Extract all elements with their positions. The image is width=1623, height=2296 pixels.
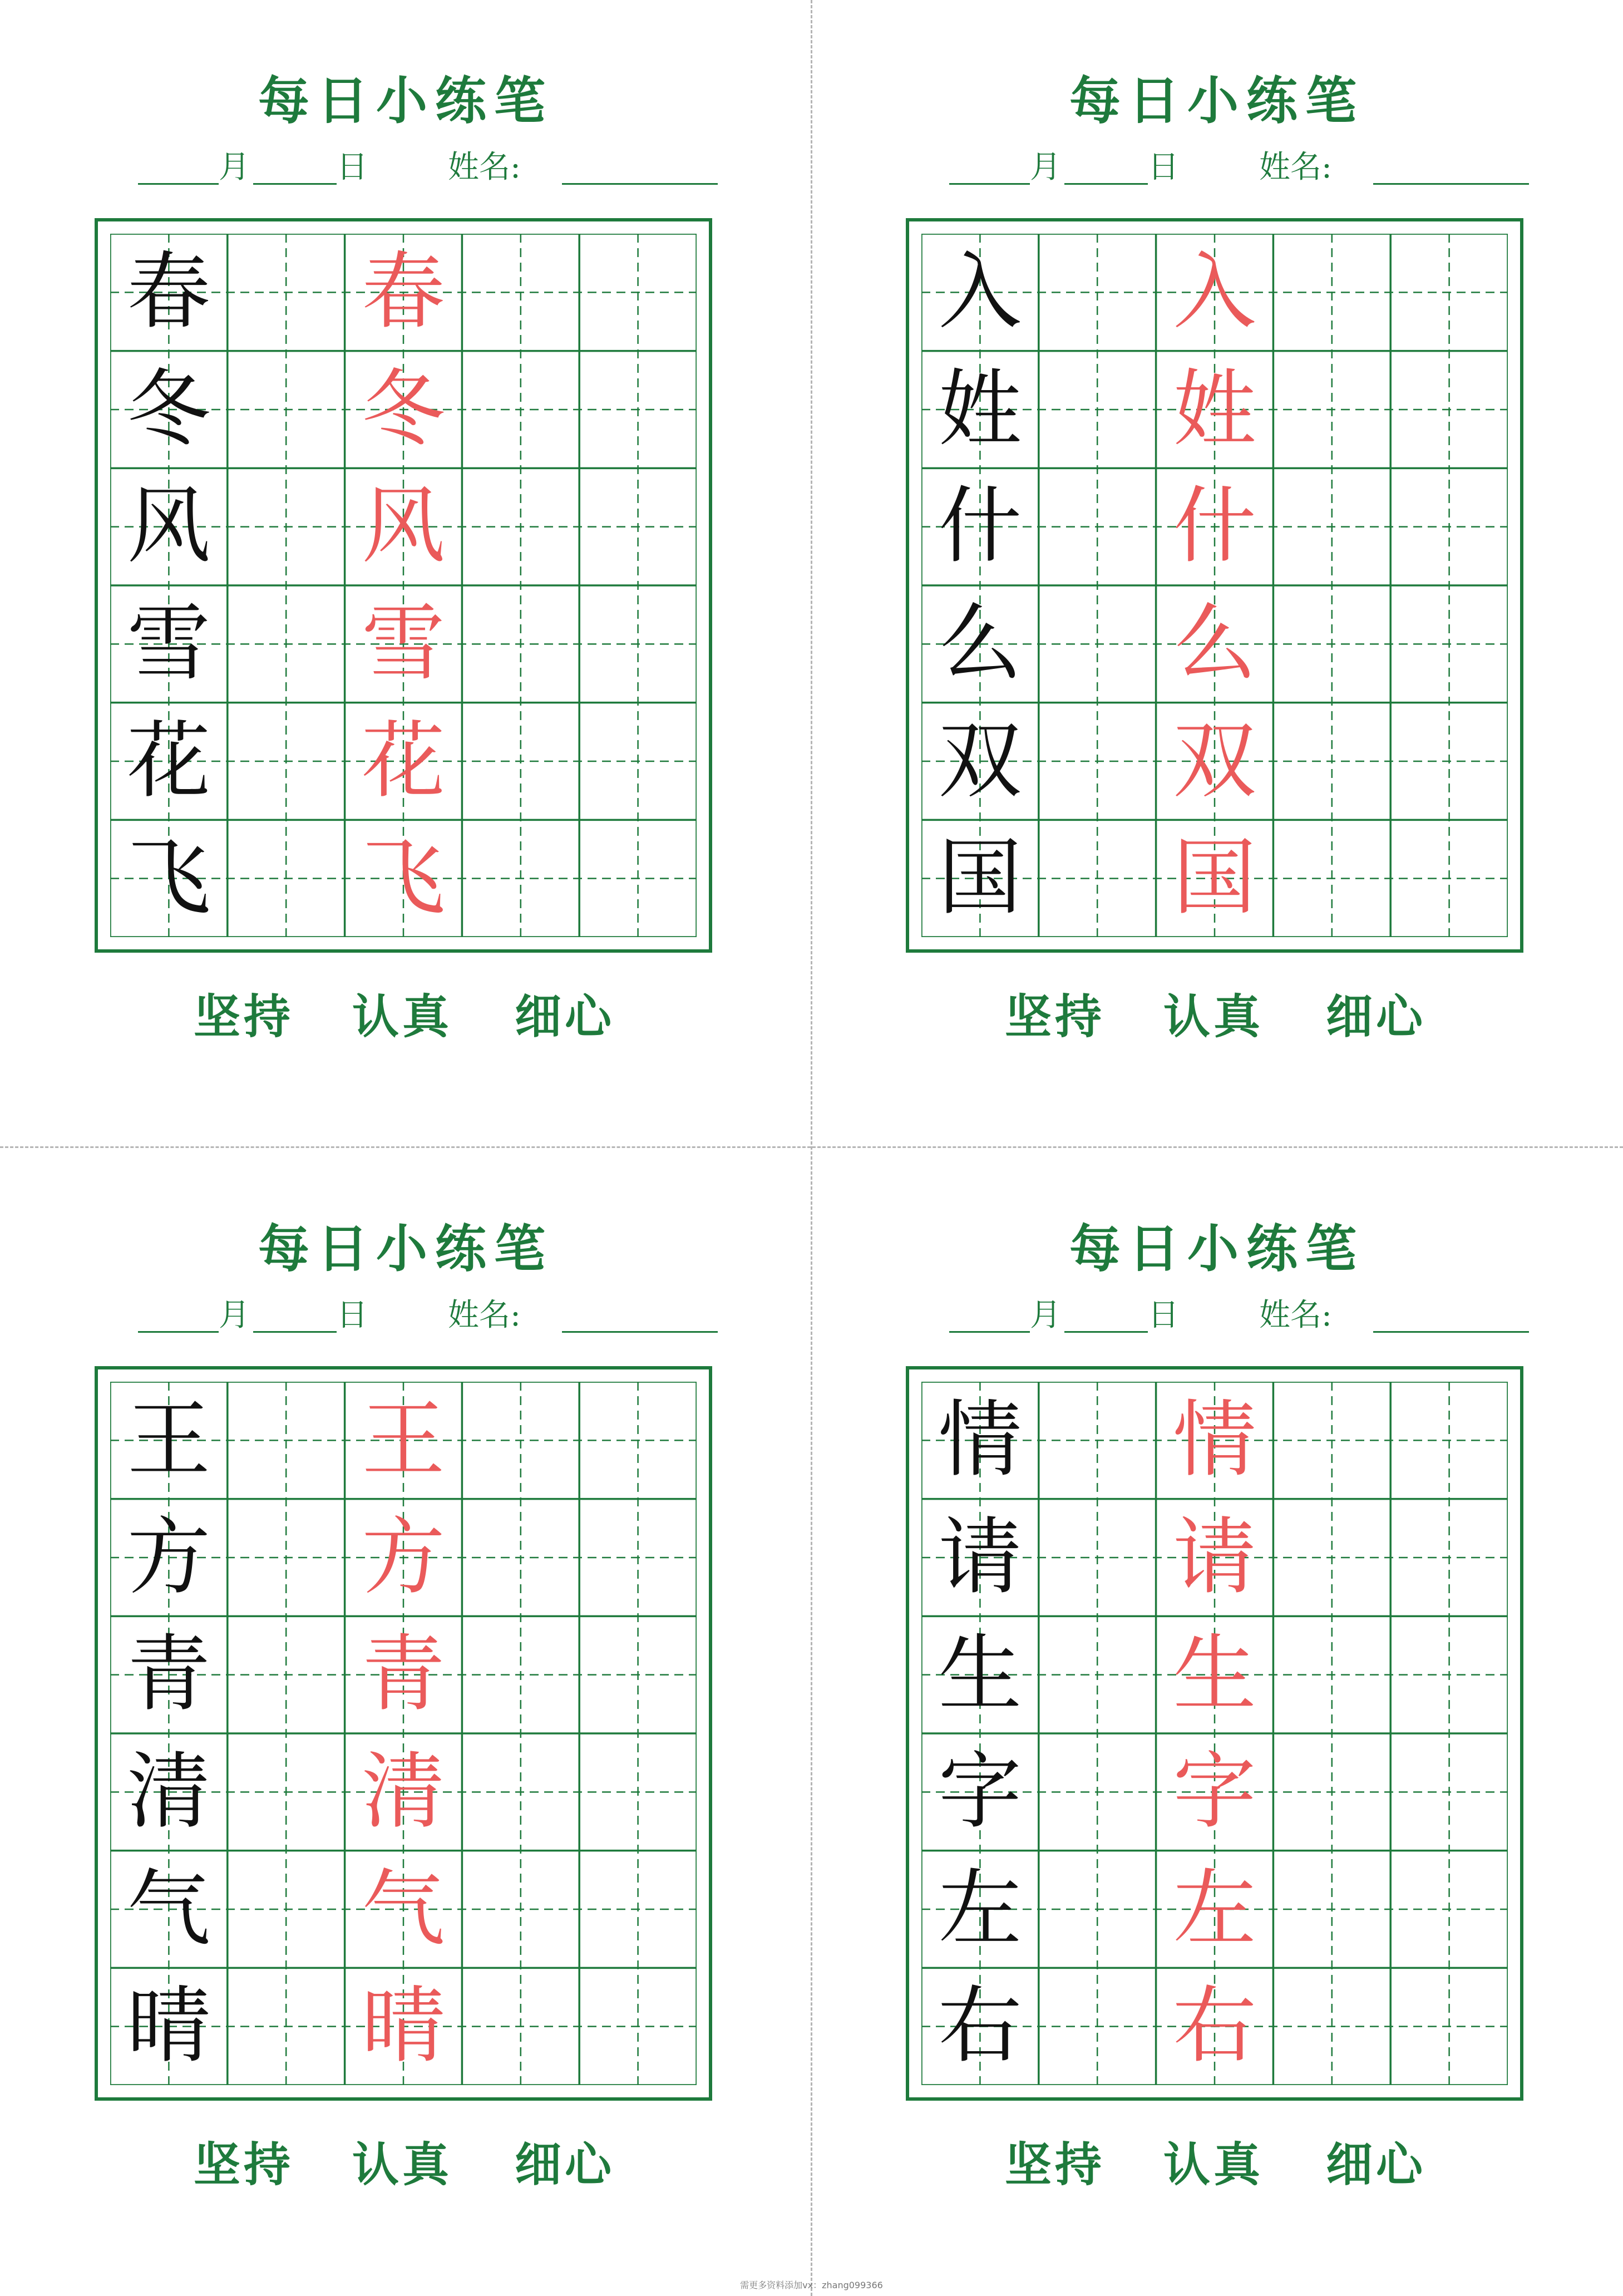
name-blank[interactable] xyxy=(1373,183,1529,185)
model-character: 风 xyxy=(127,478,211,575)
month-blank[interactable] xyxy=(138,1331,219,1333)
motto-attentive: 细心 xyxy=(1326,989,1427,1044)
day-blank[interactable] xyxy=(1064,183,1148,185)
practice-card xyxy=(0,1148,811,2296)
month-blank[interactable] xyxy=(949,1331,1030,1333)
practice-card xyxy=(0,0,811,1148)
trace-character: 春 xyxy=(361,244,445,341)
model-character: 清 xyxy=(127,1743,211,1840)
model-character: 雪 xyxy=(127,595,211,692)
motto-attentive: 细心 xyxy=(515,2137,615,2192)
card-title: 每日小练笔 xyxy=(258,1219,553,1279)
trace-character: 右 xyxy=(1172,1978,1256,2075)
model-character: 气 xyxy=(127,1860,211,1958)
trace-character: 清 xyxy=(361,1743,445,1840)
trace-character: 气 xyxy=(361,1860,445,1958)
name-label: 姓名: xyxy=(1259,149,1332,185)
trace-character: 国 xyxy=(1172,830,1256,927)
card-title: 每日小练笔 xyxy=(1069,1219,1364,1279)
practice-card xyxy=(811,1148,1622,2296)
trace-character: 情 xyxy=(1172,1392,1256,1489)
card-title: 每日小练笔 xyxy=(1069,71,1364,131)
model-character: 左 xyxy=(938,1860,1022,1958)
trace-character: 生 xyxy=(1172,1626,1256,1723)
name-blank[interactable] xyxy=(1373,1331,1529,1333)
model-character: 方 xyxy=(127,1509,211,1606)
card-title: 每日小练笔 xyxy=(258,71,553,131)
practice-grid xyxy=(110,1382,697,2085)
trace-character: 飞 xyxy=(361,830,445,927)
motto-attentive: 细心 xyxy=(515,989,615,1044)
motto-careful: 认真 xyxy=(352,2137,453,2192)
trace-character: 字 xyxy=(1172,1743,1256,1840)
day-blank[interactable] xyxy=(253,1331,337,1333)
motto-persist: 坚持 xyxy=(194,989,294,1044)
trace-character: 王 xyxy=(361,1392,445,1489)
footer-note: 需更多资料添加vx：zhang099366 xyxy=(740,2280,883,2290)
trace-character: 雪 xyxy=(361,595,445,692)
date-name-line xyxy=(0,146,811,190)
motto-persist: 坚持 xyxy=(1005,2137,1106,2192)
day-label: 日 xyxy=(337,149,368,185)
model-character: 么 xyxy=(938,595,1022,692)
trace-character: 入 xyxy=(1172,244,1256,341)
month-blank[interactable] xyxy=(949,183,1030,185)
month-blank[interactable] xyxy=(138,183,219,185)
trace-character: 姓 xyxy=(1172,361,1256,458)
model-character: 飞 xyxy=(127,830,211,927)
trace-character: 么 xyxy=(1172,595,1256,692)
model-character: 请 xyxy=(938,1509,1022,1606)
model-character: 冬 xyxy=(127,361,211,458)
trace-character: 青 xyxy=(361,1626,445,1723)
trace-character: 风 xyxy=(361,478,445,575)
model-character: 青 xyxy=(127,1626,211,1723)
model-character: 什 xyxy=(938,478,1022,575)
trace-character: 双 xyxy=(1172,712,1256,810)
trace-character: 晴 xyxy=(361,1978,445,2075)
model-character: 双 xyxy=(938,712,1022,810)
model-character: 晴 xyxy=(127,1978,211,2075)
motto-persist: 坚持 xyxy=(1005,989,1106,1044)
motto-attentive: 细心 xyxy=(1326,2137,1427,2192)
month-label: 月 xyxy=(219,149,250,185)
model-character: 王 xyxy=(127,1392,211,1489)
motto-persist: 坚持 xyxy=(194,2137,294,2192)
trace-character: 冬 xyxy=(361,361,445,458)
model-character: 入 xyxy=(938,244,1022,341)
day-label: 日 xyxy=(1148,149,1179,185)
practice-grid xyxy=(921,234,1508,937)
model-character: 花 xyxy=(127,712,211,810)
name-label: 姓名: xyxy=(448,1297,521,1333)
model-character: 姓 xyxy=(938,361,1022,458)
date-name-line xyxy=(811,146,1622,190)
trace-character: 请 xyxy=(1172,1509,1256,1606)
model-character: 情 xyxy=(938,1392,1022,1489)
motto-careful: 认真 xyxy=(1163,989,1264,1044)
model-character: 右 xyxy=(938,1978,1022,2075)
day-label: 日 xyxy=(1148,1297,1179,1333)
model-character: 字 xyxy=(938,1743,1022,1840)
name-blank[interactable] xyxy=(562,1331,718,1333)
day-blank[interactable] xyxy=(253,183,337,185)
name-blank[interactable] xyxy=(562,183,718,185)
motto-careful: 认真 xyxy=(352,989,453,1044)
trace-character: 方 xyxy=(361,1509,445,1606)
practice-grid xyxy=(921,1382,1508,2085)
month-label: 月 xyxy=(1030,149,1061,185)
model-character: 国 xyxy=(938,830,1022,927)
model-character: 生 xyxy=(938,1626,1022,1723)
day-blank[interactable] xyxy=(1064,1331,1148,1333)
practice-grid xyxy=(110,234,697,937)
trace-character: 花 xyxy=(361,712,445,810)
date-name-line xyxy=(811,1294,1622,1338)
name-label: 姓名: xyxy=(1259,1297,1332,1333)
motto-careful: 认真 xyxy=(1163,2137,1264,2192)
month-label: 月 xyxy=(219,1297,250,1333)
model-character: 春 xyxy=(127,244,211,341)
trace-character: 左 xyxy=(1172,1860,1256,1958)
practice-card xyxy=(811,0,1622,1148)
day-label: 日 xyxy=(337,1297,368,1333)
trace-character: 什 xyxy=(1172,478,1256,575)
month-label: 月 xyxy=(1030,1297,1061,1333)
date-name-line xyxy=(0,1294,811,1338)
name-label: 姓名: xyxy=(448,149,521,185)
